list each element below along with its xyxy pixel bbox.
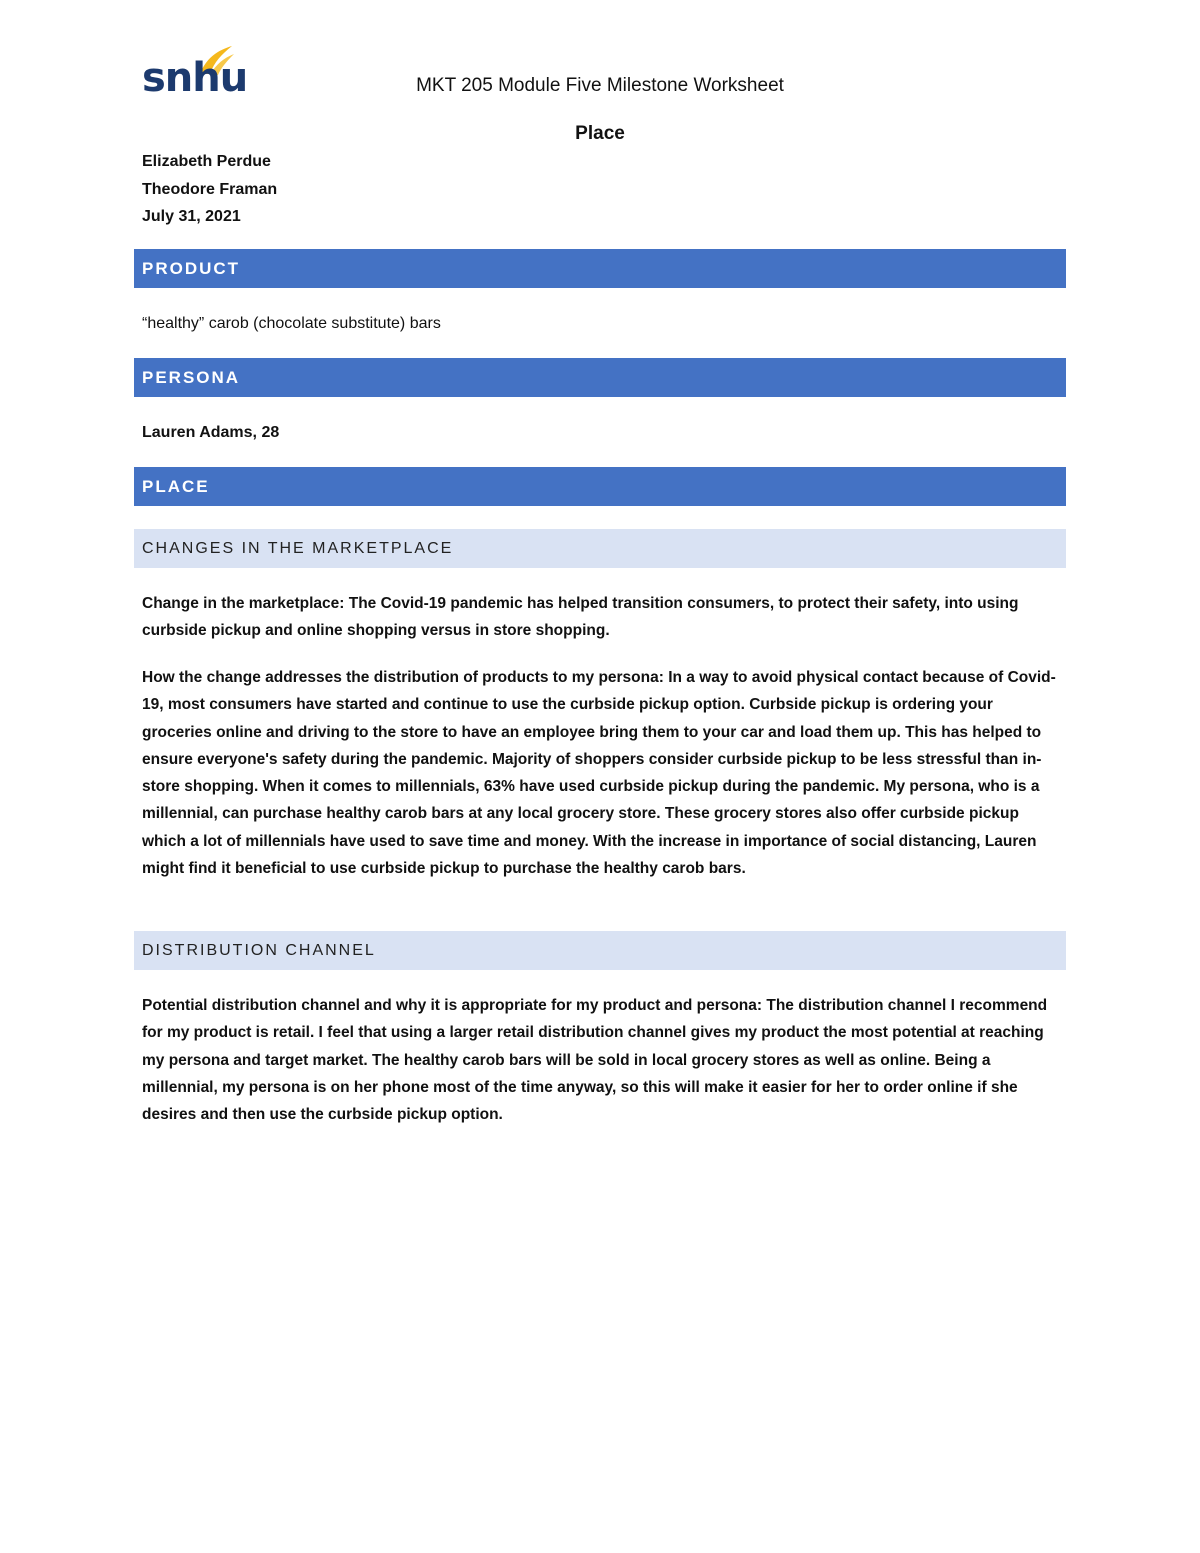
marketplace-change-paragraph: Change in the marketplace: The Covid-19 pandemic has helped transition consumers, to protect their safety, into using curbside pickup and online shopping versus in store shopping. (142, 595, 1019, 640)
document-subtitle: Place (575, 123, 625, 144)
logo-wordmark: snhu (142, 55, 248, 101)
meta-block (142, 148, 277, 231)
document-title: MKT 205 Module Five Milestone Worksheet (416, 75, 784, 96)
document-date: July 31, 2021 (142, 208, 241, 225)
product-section-header: PRODUCT (134, 249, 1066, 288)
persona-value: Lauren Adams, 28 (142, 424, 280, 441)
instructor-name: Theodore Framan (142, 180, 278, 198)
author-name: Elizabeth Perdue (142, 153, 271, 170)
product-value: “healthy” carob (chocolate substitute) bars (142, 315, 441, 332)
changes-subsection-header: CHANGES IN THE MARKETPLACE (134, 529, 1066, 568)
place-section-header: PLACE (134, 467, 1066, 506)
distribution-channel-paragraph: Potential distribution channel and why it is appropriate for my product and persona: The distribution channel I recommend for my product is retail. I feel that using a larger retail distribution channel gives my product the most potential at reaching my persona and target market. The healthy carob bars will be sold in local grocery stores as well as online. Being a millennial, my persona is on her phone most of the time anyway, so this will make it easier for her to order online if she desires and then use the curbside pickup option. (142, 997, 1048, 1124)
distribution-change-paragraph: How the change addresses the distribution of products to my persona: In a way to avoid physical contact because of Covid-19, most consumers have started and continue to use the curbside pickup option. Curbside pickup is ordering your groceries online and driving to the store to have an employee bring them to your car and load them up. This has helped to ensure everyone's safety during the pandemic. Majority of shoppers consider curbside pickup to be less stressful than in-store shopping. When it comes to millennials, 63% have used curbside pickup during the pandemic. My persona, who is a millennial, can purchase healthy carob bars at any local grocery store. These grocery stores also offer curbside pickup which a lot of millennials have used to save time and money. With the increase in importance of social distancing, Lauren might find it beneficial to use curbside pickup to purchase the healthy carob bars. (142, 669, 1056, 878)
distribution-subsection-header: DISTRIBUTION CHANNEL (134, 931, 1066, 970)
persona-section-header: PERSONA (134, 358, 1066, 397)
